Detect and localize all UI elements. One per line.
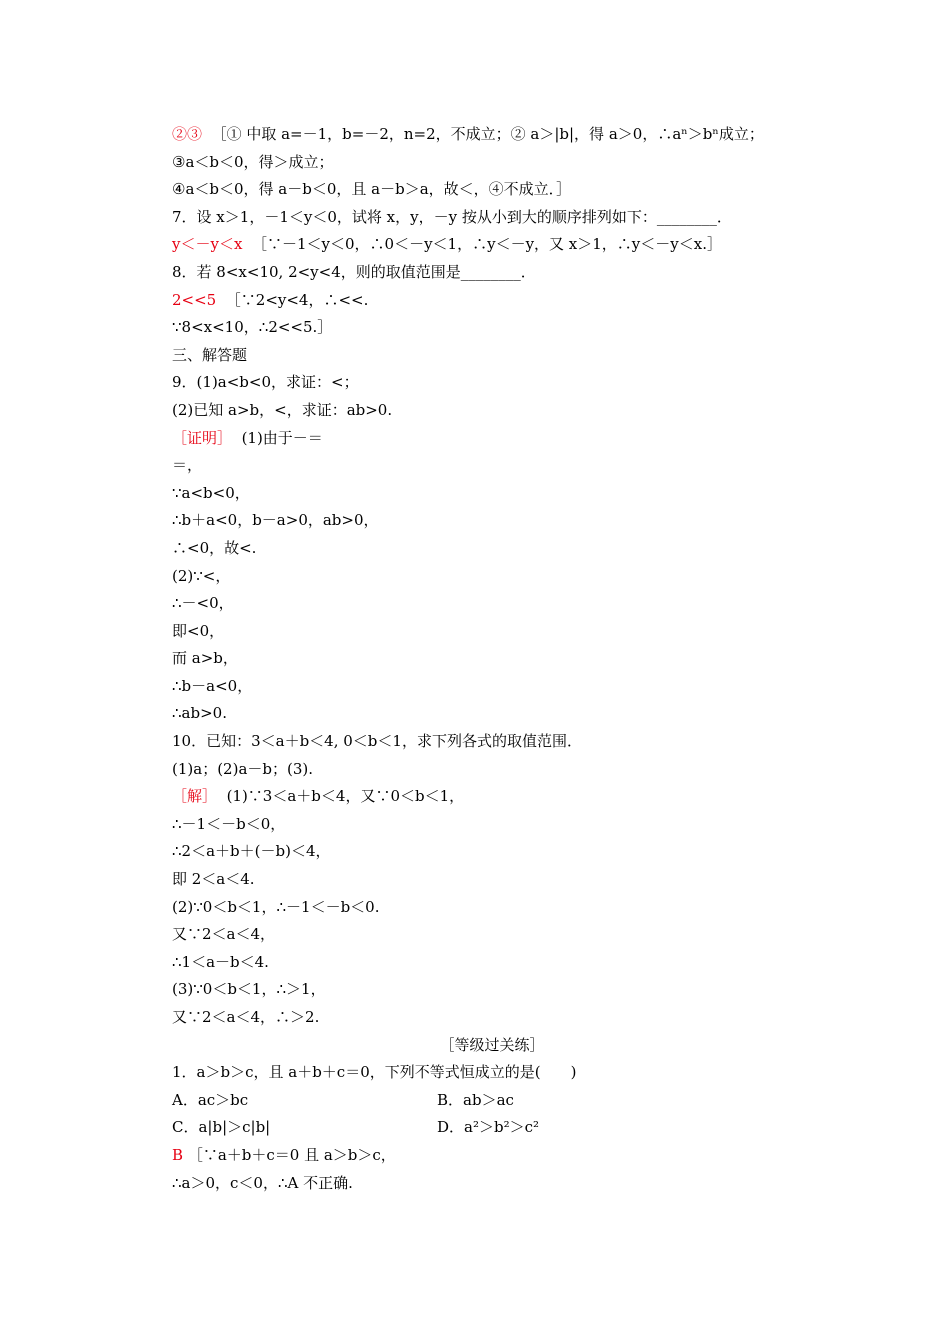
text-line [172, 1004, 812, 1032]
answer-highlight: ②③ [172, 125, 203, 143]
option-a: A．ac＞bc [172, 1090, 249, 1109]
q1-solution-text: ［∵a＋b＋c＝0 且 a＞b＞c， [187, 1145, 396, 1164]
text-line [172, 369, 812, 397]
q1-solution-line [172, 1142, 812, 1170]
text-line [172, 894, 812, 922]
text-line [172, 342, 812, 370]
text-line [172, 259, 812, 287]
text-line [172, 673, 812, 701]
line-text: ∴－<0， [172, 594, 234, 613]
text-line [172, 121, 812, 149]
answer-lines [172, 121, 812, 1032]
line-text: ∵8<x<10，∴2<<5.］ [172, 318, 333, 337]
text-line [172, 425, 812, 453]
line-text: ［∵2<y<4，∴<<. [225, 290, 369, 309]
line-text: (2)已知 a>b，<，求证：ab>0. [172, 400, 393, 419]
q1-stem: 1．a＞b＞c，且 a＋b＋c＝0，下列不等式恒成立的是( ) [172, 1063, 577, 1082]
answer-highlight: ［证明］ [172, 428, 233, 447]
text-line [172, 921, 812, 949]
q1-answer: B [172, 1145, 184, 1164]
line-text: (1)∵3＜a＋b＜4，又∵0＜b＜1， [226, 787, 465, 806]
answer-highlight: y＜－y＜x [172, 235, 243, 254]
line-text: 7．设 x＞1，－1＜y＜0，试将 x，y，－y 按从小到大的顺序排列如下：________． [172, 207, 732, 226]
line-text: ∵a<b<0， [172, 483, 250, 502]
text-line [172, 949, 812, 977]
line-text: ④a＜b＜0，得 a－b＜0，且 a－b＞a，故＜，④不成立．］ [172, 180, 572, 199]
text-line [172, 452, 812, 480]
answer-highlight: 2<<5 [172, 290, 217, 309]
text-line [172, 618, 812, 646]
line-text: 9．(1)a<b<0，求证：<； [172, 373, 359, 392]
text-line [172, 314, 812, 342]
q1-solution-line-2: ∴a＞0，c＜0，∴A 不正确. [172, 1173, 353, 1192]
line-text: 即<0， [172, 621, 225, 640]
q1-options-row-1 [172, 1087, 812, 1115]
line-text: ∴2＜a＋b＋(－b)＜4， [172, 842, 331, 861]
line-text: 8．若 8<x<10, 2<y<4，则的取值范围是________． [172, 262, 536, 281]
text-line [172, 204, 812, 232]
line-text: 而 a>b， [172, 649, 238, 668]
section-title: ［等级过关练］ [439, 1035, 545, 1054]
line-text: ∴<0，故<. [172, 538, 257, 557]
text-line [172, 838, 812, 866]
document-page [172, 121, 812, 1197]
line-text: ∴b－a<0， [172, 676, 253, 695]
text-line [172, 563, 812, 591]
option-b: B．ab＞ac [437, 1090, 514, 1109]
line-text: ∴－1＜－b＜0， [172, 814, 286, 833]
line-text: ［① 中取 a=－1，b=－2，n=2，不成立；② a＞|b|，得 a＞0，∴aⁿ＞bⁿ成立； [211, 125, 764, 143]
line-text: ∴b＋a<0，b－a>0，ab>0， [172, 511, 379, 530]
line-text: 10．已知：3＜a＋b＜4, 0＜b＜1，求下列各式的取值范围． [172, 732, 582, 751]
line-text: (2)∵<， [172, 566, 231, 585]
line-text: ∴1＜a－b＜4. [172, 952, 269, 971]
line-text: ∴ab>0. [172, 704, 227, 723]
option-c: C．a|b|＞c|b| [172, 1118, 271, 1137]
option-d: D．a²＞b²＞c² [437, 1118, 540, 1137]
text-line [172, 176, 812, 204]
text-line [172, 231, 812, 259]
q1-options-row-2 [172, 1114, 812, 1142]
line-text: ③a＜b＜0，得＞成立； [172, 152, 334, 171]
line-text: ＝， [172, 456, 203, 475]
text-line [172, 590, 812, 618]
line-text: 三、解答题 [172, 345, 248, 364]
text-line [172, 287, 812, 315]
text-line [172, 783, 812, 811]
text-line [172, 535, 812, 563]
line-text: 又∵2＜a＜4， [172, 925, 276, 944]
text-line [172, 866, 812, 894]
answer-highlight: ［解］ [172, 787, 218, 806]
text-line [172, 397, 812, 425]
line-text: (2)∵0＜b＜1，∴－1＜－b＜0. [172, 897, 380, 916]
text-line [172, 149, 812, 177]
line-text: (1)由于－＝ [241, 428, 323, 447]
text-line [172, 976, 812, 1004]
text-line [172, 507, 812, 535]
line-text: (1)a；(2)a－b；(3). [172, 759, 313, 778]
line-text: 即 2＜a＜4. [172, 870, 255, 889]
text-line [172, 728, 812, 756]
line-text: 又∵2＜a＜4，∴＞2. [172, 1008, 320, 1026]
line-text: ［∵－1＜y＜0，∴0＜－y＜1，∴y＜－y，又 x＞1，∴y＜－y＜x.］ [251, 235, 722, 254]
text-line [172, 756, 812, 784]
text-line [172, 645, 812, 673]
text-line [172, 480, 812, 508]
text-line [172, 811, 812, 839]
line-text: (3)∵0＜b＜1，∴＞1， [172, 980, 326, 999]
text-line [172, 700, 812, 728]
